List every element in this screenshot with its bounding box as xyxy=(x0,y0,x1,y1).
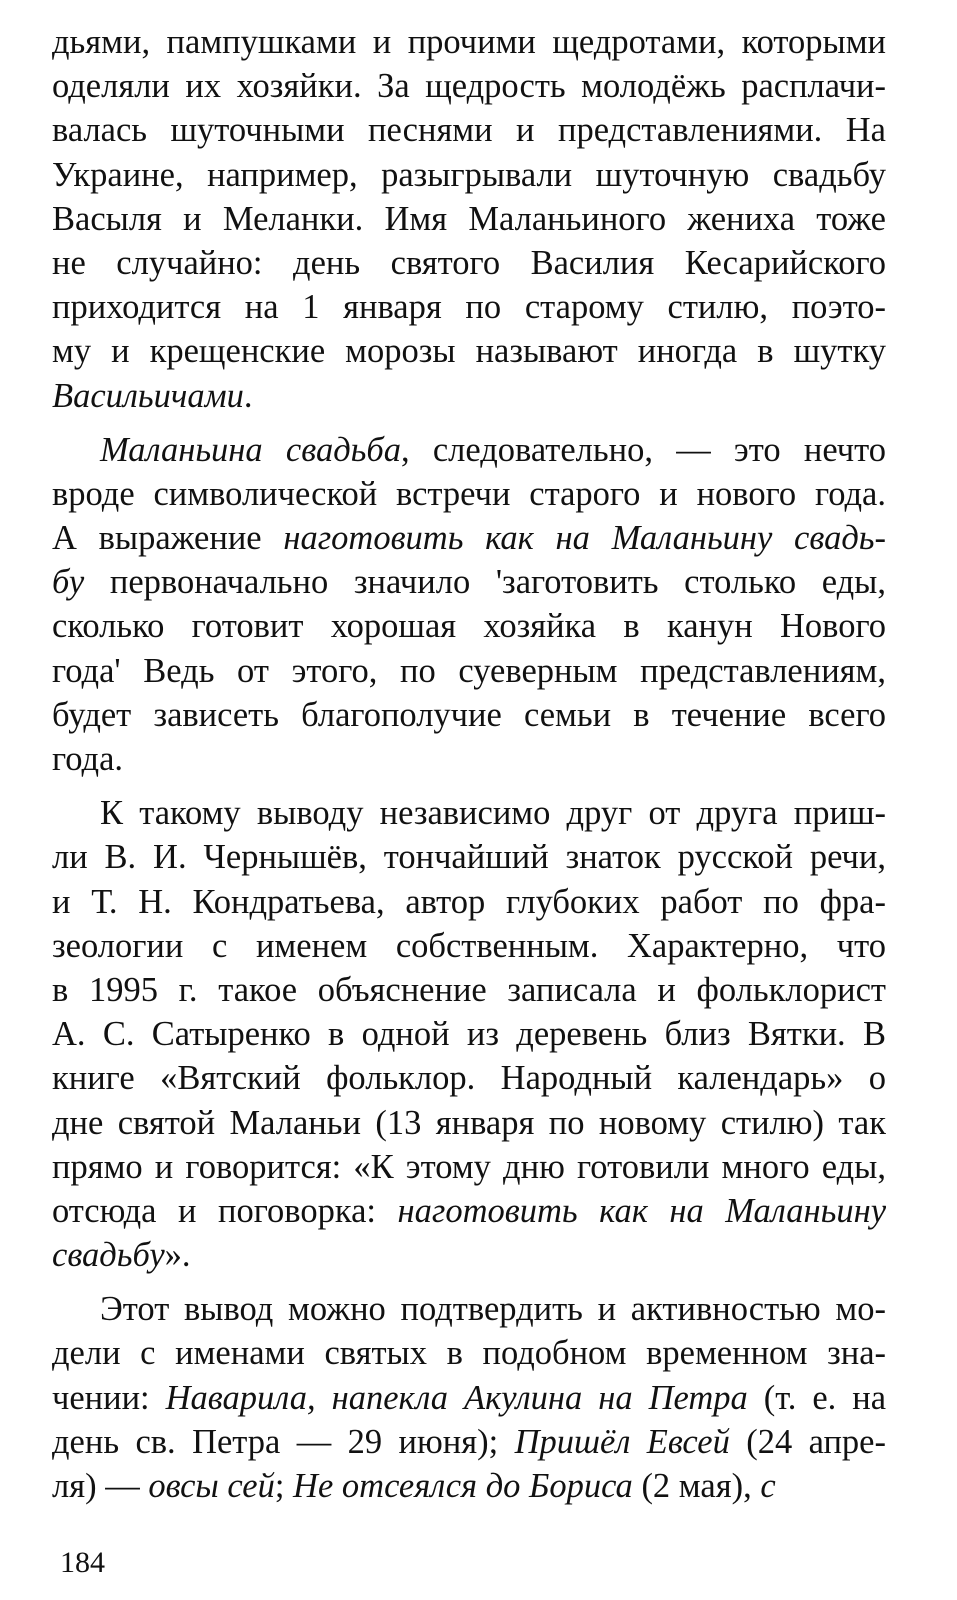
text-run: (т. е. на xyxy=(747,1378,886,1417)
text-line xyxy=(52,649,886,693)
paragraph xyxy=(52,428,886,782)
text-run: ». xyxy=(164,1236,191,1275)
text-line xyxy=(52,560,886,604)
text-run: книге «Вятский фольклор. Народный календарь» о xyxy=(52,1059,886,1098)
italic-phrase: Пришёл Евсей xyxy=(514,1422,730,1461)
paragraph-gap xyxy=(52,1277,886,1287)
text-line xyxy=(52,968,886,1012)
text-run: ли В. И. Чернышёв, тончайший знаток русской речи, xyxy=(52,838,886,877)
italic-phrase: Наварила, напекла Акулина на Петра xyxy=(165,1378,748,1417)
text-run: . xyxy=(243,376,253,415)
text-run: Украине, например, разыгрывали шуточную свадьбу xyxy=(52,155,886,194)
text-line xyxy=(52,153,886,197)
text-run: К такому выводу независимо друг от друга приш- xyxy=(100,794,886,833)
text-line xyxy=(52,880,886,924)
text-line xyxy=(52,1145,886,1189)
text-line xyxy=(52,1189,886,1233)
paragraph-gap xyxy=(52,781,886,791)
text-run: года. xyxy=(52,740,124,778)
italic-phrase: наготовить как на Маланьину xyxy=(397,1191,886,1230)
text-run: Васыля и Меланки. Имя Маланьиного жениха тоже xyxy=(52,199,886,238)
text-line xyxy=(52,374,886,418)
text-run: ; xyxy=(274,1467,294,1505)
italic-phrase: наготовить как на Маланьину свадь- xyxy=(283,519,886,558)
text-line xyxy=(52,1101,886,1145)
italic-phrase: овсы сей xyxy=(148,1467,275,1505)
text-line xyxy=(52,1056,886,1100)
text-line xyxy=(52,285,886,329)
italic-phrase: Маланьина свадьба xyxy=(100,430,401,469)
text-line xyxy=(52,1331,886,1375)
text-run: (24 апре- xyxy=(729,1422,886,1461)
text-run: вроде символической встречи старого и нового года. xyxy=(52,474,886,513)
text-run: года' Ведь от этого, по суеверным представлениям, xyxy=(52,651,886,690)
text-run: будет зависеть благополучие семьи в течение всего xyxy=(52,695,886,734)
text-line xyxy=(52,108,886,152)
paragraph xyxy=(52,1287,886,1508)
text-run: ля) — xyxy=(52,1467,149,1505)
italic-phrase: Не отсеялся до Бориса xyxy=(293,1467,633,1505)
italic-phrase: Васильичами xyxy=(52,376,244,415)
text-line xyxy=(52,472,886,516)
text-line xyxy=(52,1376,886,1420)
text-line xyxy=(52,835,886,879)
text-run: дьями, пампушками и прочими щедротами, которыми xyxy=(52,23,886,61)
text-line xyxy=(52,20,886,64)
text-line xyxy=(52,737,886,781)
text-line xyxy=(52,64,886,108)
text-run: первоначально значило 'заготовить столько еды, xyxy=(84,563,886,602)
paragraph xyxy=(52,20,886,418)
text-run: (2 мая), xyxy=(632,1467,761,1505)
text-line xyxy=(52,1464,886,1508)
text-run: отсюда и поговорка: xyxy=(52,1191,398,1230)
text-line xyxy=(52,924,886,968)
text-run: прямо и говорится: «К этому дню готовили много еды, xyxy=(52,1147,886,1186)
text-line xyxy=(52,428,886,472)
text-run: чении: xyxy=(52,1378,166,1417)
text-run: А выражение xyxy=(52,519,284,558)
text-line xyxy=(52,1012,886,1056)
text-run: оделяли их хозяйки. За щедрость молодёжь расплачи- xyxy=(52,67,886,106)
text-line xyxy=(52,329,886,373)
text-line xyxy=(52,516,886,560)
text-line xyxy=(52,791,886,835)
text-line xyxy=(52,1233,886,1277)
text-run: дне святой Маланьи (13 января по новому стилю) так xyxy=(52,1103,886,1142)
italic-phrase: с xyxy=(760,1467,776,1505)
paragraph-gap xyxy=(52,418,886,428)
text-run: , следовательно, — это нечто xyxy=(400,430,886,469)
text-line xyxy=(52,197,886,241)
text-line xyxy=(52,604,886,648)
page-body xyxy=(52,20,886,1508)
text-run: валась шуточными песнями и представлениями. На xyxy=(52,111,886,150)
text-line xyxy=(52,1420,886,1464)
text-run: в 1995 г. такое объяснение записала и фольклорист xyxy=(52,970,886,1009)
text-run: приходится на 1 января по старому стилю, поэто- xyxy=(52,288,886,327)
text-run: А. С. Сатыренко в одной из деревень близ Вятки. В xyxy=(52,1015,886,1054)
text-run: не случайно: день святого Василия Кесарийского xyxy=(52,243,886,282)
text-line xyxy=(52,1287,886,1331)
text-run: и Т. Н. Кондратьева, автор глубоких работ по фра- xyxy=(52,882,886,921)
text-run: му и крещенские морозы называют иногда в шутку xyxy=(52,332,886,371)
text-line xyxy=(52,241,886,285)
page-number: 184 xyxy=(60,1546,105,1579)
text-run: зеологии с именем собственным. Характерно, что xyxy=(52,926,886,965)
text-run: день св. Петра — 29 июня); xyxy=(52,1422,515,1461)
italic-phrase: свадьбу xyxy=(52,1236,165,1275)
text-run: дели с именами святых в подобном временном зна- xyxy=(52,1334,886,1373)
paragraph xyxy=(52,791,886,1277)
italic-phrase: бу xyxy=(52,563,85,602)
text-run: сколько готовит хорошая хозяйка в канун Нового xyxy=(52,607,886,646)
text-run: Этот вывод можно подтвердить и активностью мо- xyxy=(100,1290,886,1329)
text-line xyxy=(52,693,886,737)
